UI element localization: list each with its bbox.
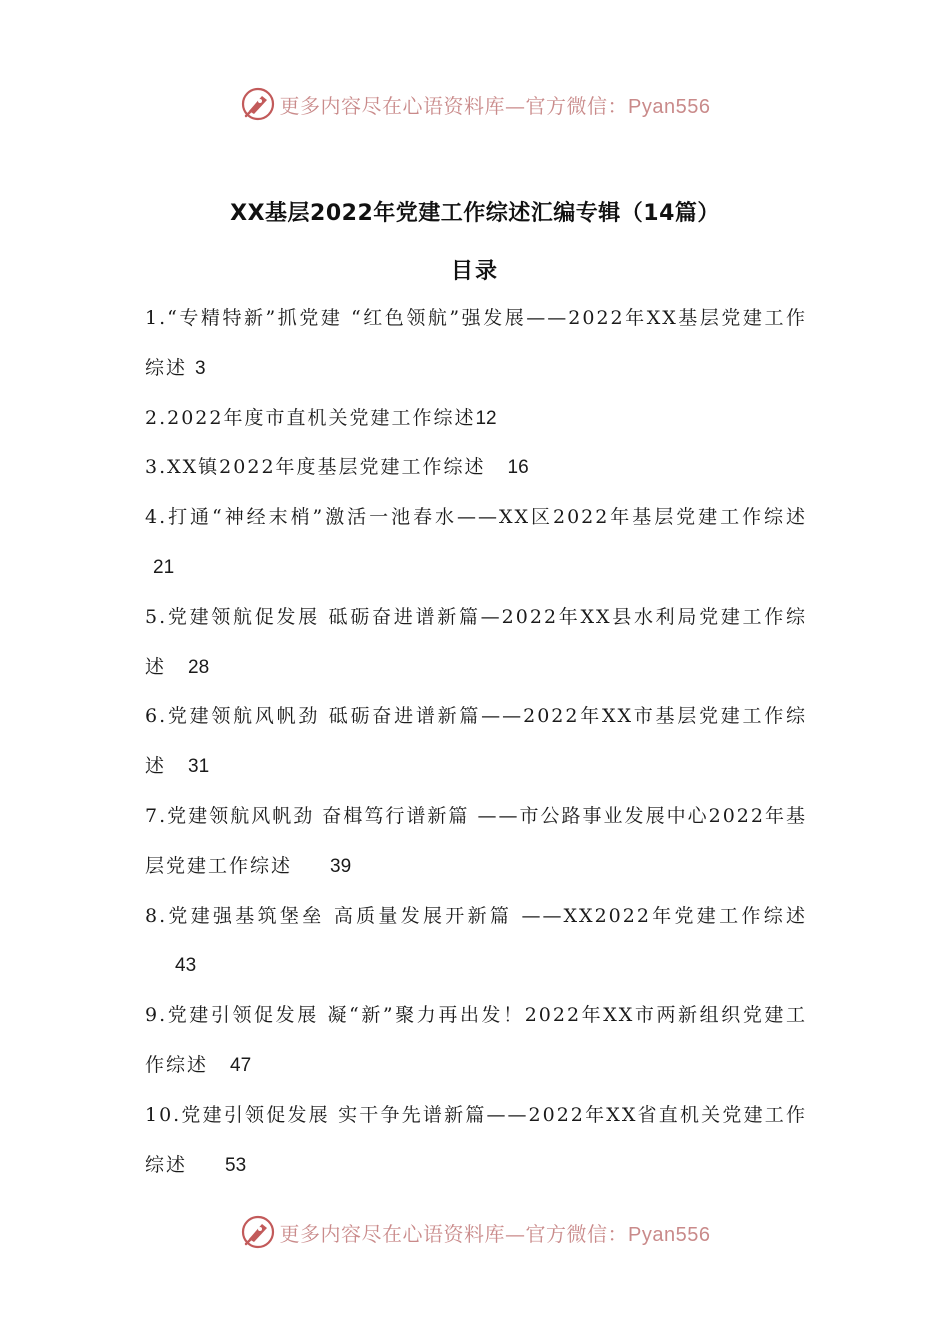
toc-entry-4[interactable] [145,493,807,593]
toc-entry-page: 47 [230,1054,252,1076]
toc-entry-page: 16 [507,457,529,479]
document-title: XX基层2022年党建工作综述汇编专辑（14篇） [230,201,720,226]
toc-entry-page: 53 [225,1154,247,1176]
pen-nib-logo-icon [240,1214,276,1250]
pen-nib-logo-icon [240,86,276,122]
table-of-contents [145,294,807,1190]
toc-entry-page: 12 [475,407,497,429]
toc-entry-10[interactable] [145,1091,807,1191]
toc-entry-title: 10.党建引领促发展 实干争先谱新篇——2022年XX省直机关党建工作综述 [145,1103,807,1176]
toc-entry-title: 3.XX镇2022年度基层党建工作综述 [145,456,486,479]
toc-entry-page: 39 [330,855,352,877]
footer-banner-wechat-id: Pyan556 [628,1223,711,1246]
toc-entry-5[interactable] [145,593,807,693]
toc-entry-title: 9.党建引领促发展 凝“新”聚力再出发！2022年XX市两新组织党建工作综述 [145,1004,807,1076]
toc-entry-title: 2.2022年度市直机关党建工作综述 [145,406,476,429]
toc-entry-1[interactable] [145,294,807,394]
toc-entry-page: 31 [188,756,210,778]
footer-banner-content [240,1214,711,1250]
header-banner-wechat-id: Pyan556 [628,95,711,118]
toc-entry-title: 8.党建强基筑堡垒 高质量发展开新篇 ——XX2022年党建工作综述 [145,904,807,927]
toc-entry-7[interactable] [145,792,807,892]
toc-entry-2[interactable] [145,394,807,444]
toc-entry-title: 5.党建领航促发展 砥砺奋进谱新篇—2022年XX县水利局党建工作综述 [145,605,807,678]
footer-banner-text-cn: 更多内容尽在心语资料库—官方微信： [279,1221,629,1246]
toc-entry-page: 28 [188,656,210,678]
footer-banner-text [280,1218,711,1247]
toc-entry-9[interactable] [145,991,807,1091]
toc-entry-page: 21 [153,556,175,578]
toc-entry-3[interactable] [145,443,807,493]
header-banner [0,80,950,128]
toc-entry-6[interactable] [145,692,807,792]
toc-entry-title: 1.“专精特新”抓党建 “红色领航”强发展——2022年XX基层党建工作综述 [145,307,807,379]
toc-entry-title: 4.打通“神经末梢”激活一池春水——XX区2022年基层党建工作综述 [145,506,807,529]
toc-heading: 目录 [450,259,499,284]
header-banner-text-cn: 更多内容尽在心语资料库—官方微信： [279,93,629,118]
footer-banner [0,1208,950,1256]
toc-entry-page: 43 [175,955,197,977]
toc-entry-title: 7.党建领航风帆劲 奋楫笃行谱新篇 ——市公路事业发展中心2022年基层党建工作综述 [145,804,807,877]
toc-entry-8[interactable] [145,892,807,992]
header-banner-text [280,90,711,119]
toc-entry-title: 6.党建领航风帆劲 砥砺奋进谱新篇——2022年XX市基层党建工作综述 [145,705,807,778]
toc-entry-page: 3 [195,357,206,379]
header-banner-content [240,86,711,122]
